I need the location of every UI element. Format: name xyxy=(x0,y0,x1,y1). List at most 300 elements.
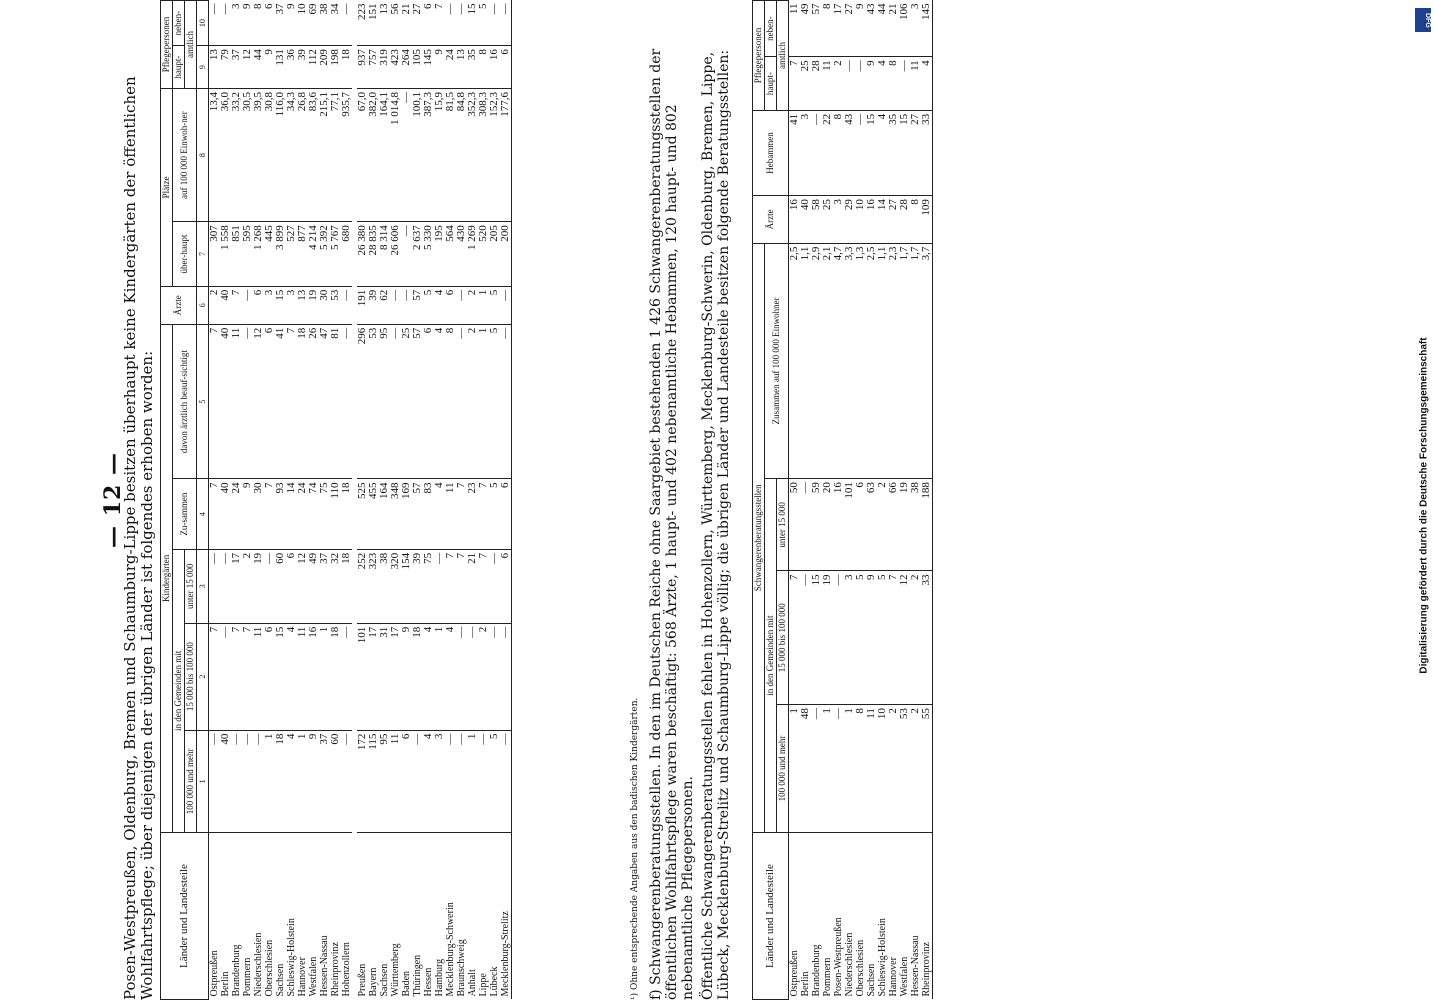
cell-value: 11 xyxy=(253,623,264,730)
header2-laender: Länder und Landesteile xyxy=(753,833,789,1000)
idx-7: 7 xyxy=(197,222,209,286)
cell-value: 2 xyxy=(242,549,253,623)
table2-rows xyxy=(789,1,933,1000)
row-label: Thüringen xyxy=(412,954,423,997)
cell-value: 8 xyxy=(445,324,456,479)
cell-value: 93 xyxy=(275,479,286,549)
cell-value: — xyxy=(855,57,866,111)
cell-value: 14 xyxy=(877,196,888,243)
cell-value: 18 xyxy=(330,623,341,730)
cell-value: 5 xyxy=(855,571,866,705)
cell-value: 7 xyxy=(231,623,242,730)
cell-value: — xyxy=(341,324,352,479)
cell-value: — xyxy=(253,730,264,832)
cell-value: 2 xyxy=(910,705,921,833)
cell-value: 6 xyxy=(445,286,456,324)
cell-value: — xyxy=(500,1,512,46)
header-15000-bis-100000: 15 000 bis 100 000 xyxy=(185,623,197,730)
cell-value: 154 xyxy=(401,549,412,623)
cell-value: — xyxy=(456,730,467,832)
cell-value: 15 xyxy=(866,110,877,195)
cell-value: 95 xyxy=(379,730,390,832)
cell-value: 18 xyxy=(297,324,308,479)
header2-group: Schwangerenberatungsstellen xyxy=(753,243,765,832)
cell-value: 6 xyxy=(423,1,434,46)
cell-value: 5 xyxy=(489,286,500,324)
cell-value: 3 xyxy=(231,1,242,46)
row-label: Schleswig-Holstein xyxy=(877,918,888,997)
cell-value: 6 xyxy=(253,286,264,324)
cell-value: 12 xyxy=(899,571,910,705)
table-row xyxy=(357,1,368,1000)
cell-value: 2 xyxy=(467,286,478,324)
row-label: Hannover xyxy=(297,957,308,997)
cell-value: 3 xyxy=(800,110,811,195)
cell-value: 41 xyxy=(789,110,801,195)
cell-value: 30 xyxy=(253,479,264,549)
table-row xyxy=(921,1,933,1000)
cell-value: 4 xyxy=(921,57,933,111)
cell-value: 75 xyxy=(319,479,330,549)
table-row xyxy=(308,1,319,1000)
table-row xyxy=(822,1,833,1000)
cell-value: 2 637 xyxy=(412,222,423,286)
table-row xyxy=(489,1,500,1000)
table-row xyxy=(811,1,822,1000)
table-row xyxy=(231,1,242,1000)
cell-value: 445 xyxy=(264,222,275,286)
cell-value: 40 xyxy=(220,324,231,479)
cell-value xyxy=(933,705,934,833)
idx-1: 1 xyxy=(197,730,209,832)
cell-value xyxy=(933,243,934,479)
cell-value: — xyxy=(209,730,221,832)
cell-value: — xyxy=(467,623,478,730)
cell-value: 9 xyxy=(242,1,253,46)
cell-value: 63 xyxy=(866,479,877,571)
cell-value: 16 xyxy=(833,479,844,571)
cell-value: 9 xyxy=(855,1,866,57)
table-row xyxy=(899,1,910,1000)
cell-value: 60 xyxy=(330,730,341,832)
cell-value: 851 xyxy=(231,222,242,286)
cell-value xyxy=(933,479,934,571)
cell-value: 81,5 xyxy=(445,89,456,222)
table-row xyxy=(866,1,877,1000)
cell-value: 67,0 xyxy=(357,89,368,222)
cell-value: 37 xyxy=(319,549,330,623)
table-row xyxy=(209,1,221,1000)
cell-value: 382,0 xyxy=(368,89,379,222)
cell-value: 7 xyxy=(789,57,801,111)
cell-value: 430 xyxy=(456,222,467,286)
cell-value: 13 xyxy=(297,286,308,324)
row-label: Hamburg xyxy=(434,958,445,997)
cell-value: 152,3 xyxy=(489,89,500,222)
cell-value: — xyxy=(489,1,500,46)
cell-value: 1,1 xyxy=(877,243,888,479)
idx-9: 9 xyxy=(197,46,209,89)
header2-15000-100000: 15 000 bis 100 000 xyxy=(777,571,789,705)
cell-value: 172 xyxy=(357,730,368,832)
row-label: Sachsen xyxy=(866,963,877,997)
row-label: Mecklenburg-Strelitz xyxy=(500,911,511,997)
cell-value: 83,6 xyxy=(308,89,319,222)
cell-value: 53 xyxy=(899,705,910,833)
cell-value xyxy=(512,549,513,623)
row-label: Posen-Westpreußen xyxy=(833,917,844,997)
table-row xyxy=(253,1,264,1000)
row-label: Oberschlesien xyxy=(264,939,275,997)
cell-value: 39 xyxy=(368,286,379,324)
cell-value: 60 xyxy=(275,549,286,623)
cell-value: 525 xyxy=(357,479,368,549)
cell-value: 40 xyxy=(220,479,231,549)
cell-value: 7 xyxy=(264,479,275,549)
cell-value: 44 xyxy=(877,1,888,57)
header2-in-gemeinden: in den Gemeinden mit xyxy=(765,479,777,833)
cell-value: 53 xyxy=(330,286,341,324)
cell-value xyxy=(933,57,934,111)
cell-value: 6 xyxy=(286,549,297,623)
beratungsstellen-table xyxy=(752,0,933,1000)
cell-value: 11 xyxy=(445,479,456,549)
table-row xyxy=(242,1,253,1000)
row-label: Baden xyxy=(401,970,412,997)
cell-value: 17 xyxy=(368,623,379,730)
cell-value: 4 214 xyxy=(308,222,319,286)
cell-value: 7 xyxy=(286,324,297,479)
side-credit-text: Digitalisierung gefördert durch die Deutsche Forschungsgemeinschaft xyxy=(1418,337,1430,674)
cell-value: 8 xyxy=(253,1,264,46)
table-row xyxy=(844,1,855,1000)
cell-value: 39 xyxy=(297,46,308,89)
header-auf-100000: auf 100 000 Einwoh-ner xyxy=(173,89,197,222)
cell-value: 30,5 xyxy=(242,89,253,222)
cell-value: — xyxy=(844,57,855,111)
cell-value: 24 xyxy=(445,46,456,89)
cell-value: 4 xyxy=(286,623,297,730)
cell-value xyxy=(933,1,934,57)
row-label: Brandenburg xyxy=(811,944,822,997)
cell-value: 33 xyxy=(921,110,933,195)
table-row xyxy=(833,1,844,1000)
table-row xyxy=(368,1,379,1000)
cell-value: 937 xyxy=(357,46,368,89)
cell-value: — xyxy=(456,1,467,46)
cell-value: 2 xyxy=(910,571,921,705)
cell-value: 69 xyxy=(308,1,319,46)
cell-value: 527 xyxy=(286,222,297,286)
cell-value: 387,3 xyxy=(423,89,434,222)
cell-value: 16 xyxy=(866,196,877,243)
cell-value: 1,7 xyxy=(899,243,910,479)
cell-value: 2 xyxy=(833,57,844,111)
cell-value: 9 xyxy=(866,57,877,111)
cell-value: 8 xyxy=(855,705,866,833)
cell-value: — xyxy=(264,549,275,623)
cell-value: 4 xyxy=(434,286,445,324)
cell-value: — xyxy=(231,730,242,832)
side-credit xyxy=(1414,120,1432,880)
table-row xyxy=(390,1,401,1000)
cell-value: 6 xyxy=(500,479,512,549)
header-haupt: haupt- xyxy=(173,46,185,89)
cell-value: — xyxy=(401,89,412,222)
cell-value: 8 xyxy=(910,196,921,243)
cell-value: — xyxy=(833,705,844,833)
cell-value: 2,3 xyxy=(888,243,899,479)
kindergarten-table xyxy=(160,0,512,1000)
cell-value: 423 xyxy=(390,46,401,89)
cell-value: 6 xyxy=(500,549,512,623)
header-amtlich: amtlich xyxy=(185,1,197,89)
cell-value: — xyxy=(456,324,467,479)
cell-value: 5 xyxy=(489,479,500,549)
cell-value: — xyxy=(434,549,445,623)
row-label: Rheinprovinz xyxy=(330,942,341,997)
cell-value: 34 xyxy=(330,1,341,46)
cell-value: 26,8 xyxy=(297,89,308,222)
cell-value xyxy=(512,222,513,286)
cell-value: 3 xyxy=(910,1,921,57)
cell-value: 7 xyxy=(456,549,467,623)
header-100000-und-mehr: 100 000 und mehr xyxy=(185,730,197,832)
cell-value: 57 xyxy=(412,479,423,549)
cell-value: — xyxy=(220,623,231,730)
cell-value: — xyxy=(478,730,489,832)
cell-value: 15 xyxy=(467,1,478,46)
header2-100000: 100 000 und mehr xyxy=(777,705,789,833)
cell-value: 191 xyxy=(357,286,368,324)
cell-value: 2,5 xyxy=(866,243,877,479)
cell-value: 16 xyxy=(308,623,319,730)
cell-value xyxy=(512,730,513,832)
cell-value: 7 xyxy=(209,324,221,479)
cell-value: 6 xyxy=(264,1,275,46)
cell-value: — xyxy=(456,286,467,324)
cell-value: — xyxy=(811,705,822,833)
cell-value: — xyxy=(390,286,401,324)
cell-value: 115 xyxy=(368,730,379,832)
cell-value: 9 xyxy=(308,730,319,832)
row-label: Oberschlesien xyxy=(855,939,866,997)
cell-value: — xyxy=(500,324,512,479)
cell-value: 680 xyxy=(341,222,352,286)
row-label: Lippe xyxy=(478,973,489,997)
header2-zusammen: Zusammen auf 100 000 Einwohner xyxy=(765,243,789,479)
cell-value: 11 xyxy=(822,57,833,111)
table-row xyxy=(220,1,231,1000)
cell-value: 935,7 xyxy=(341,89,352,222)
cell-value: 3 899 xyxy=(275,222,286,286)
cell-value: 9 xyxy=(264,46,275,89)
row-label: Ostpreußen xyxy=(209,950,220,997)
cell-value xyxy=(512,286,513,324)
intro-paragraph: Posen-Westpreußen, Oldenburg, Bremen und Schaumburg-Lippe besitzen überhaupt keine Kindergärten der öffentlichen Wohlfahrtspflege; über diejenigen der übrigen Länder ist folgendes erhoben worden: xyxy=(121,76,156,1000)
cell-value: 319 xyxy=(379,46,390,89)
table-row xyxy=(286,1,297,1000)
cell-value: 26 xyxy=(308,324,319,479)
header-kindergaerten: Kindergärten xyxy=(161,324,173,832)
cell-value: 188 xyxy=(921,479,933,571)
table-row xyxy=(789,1,801,1000)
cell-value: 252 xyxy=(357,549,368,623)
row-label: Hessen-Nassau xyxy=(319,935,330,997)
header2-amtlich: amtlich xyxy=(777,1,789,111)
cell-value: 2 xyxy=(877,479,888,571)
header2-hebammen: Hebammen xyxy=(753,110,789,195)
cell-value: 323 xyxy=(368,549,379,623)
table-row xyxy=(445,1,456,1000)
cell-value: 169 xyxy=(401,479,412,549)
row-label: Berlin xyxy=(800,971,811,997)
cell-value: 40 xyxy=(800,196,811,243)
idx-2: 2 xyxy=(197,623,209,730)
table2-total xyxy=(933,1,934,1000)
cell-value: 11 xyxy=(789,1,801,57)
table-row xyxy=(478,1,489,1000)
row-label: Hessen xyxy=(423,967,434,997)
cell-value: 9 xyxy=(242,479,253,549)
row-label: Westfalen xyxy=(899,956,910,997)
cell-value: 39,5 xyxy=(253,89,264,222)
cell-value: 28 xyxy=(899,196,910,243)
cell-value: 58 xyxy=(811,196,822,243)
table-row xyxy=(500,1,512,1000)
cell-value: 116,0 xyxy=(275,89,286,222)
cell-value: 48 xyxy=(800,705,811,833)
cell-value xyxy=(512,623,513,730)
cell-value: 2 xyxy=(478,623,489,730)
row-label: Niederschlesien xyxy=(253,932,264,997)
cell-value: 110 xyxy=(330,479,341,549)
cell-value: 520 xyxy=(478,222,489,286)
cell-value: 11 xyxy=(390,730,401,832)
cell-value: 164 xyxy=(379,479,390,549)
cell-value: 9 xyxy=(866,571,877,705)
cell-value: 1 xyxy=(319,623,330,730)
cell-value: 28 xyxy=(811,57,822,111)
table-row xyxy=(412,1,423,1000)
cell-value: — xyxy=(800,479,811,571)
cell-value: 37 xyxy=(231,46,242,89)
cell-value: 1,7 xyxy=(910,243,921,479)
cell-value: 50 xyxy=(789,479,801,571)
cell-value: 49 xyxy=(800,1,811,57)
cell-value: 28 835 xyxy=(368,222,379,286)
cell-value: 19 xyxy=(308,286,319,324)
row-label: Niederschlesien xyxy=(844,932,855,997)
cell-value: 3,3 xyxy=(844,243,855,479)
cell-value: 5 xyxy=(478,1,489,46)
header-unter-15000: unter 15 000 xyxy=(185,549,197,623)
header-in-gemeinden: in den Gemeinden mit xyxy=(173,549,185,832)
cell-value: 15 xyxy=(899,110,910,195)
header-aerzte: Ärzte xyxy=(161,286,197,324)
cell-value: 95 xyxy=(379,324,390,479)
cell-value: 19 xyxy=(899,479,910,571)
cell-value: 23 xyxy=(467,479,478,549)
cell-value: 2 xyxy=(209,286,221,324)
cell-value: — xyxy=(242,730,253,832)
cell-value: — xyxy=(833,571,844,705)
cell-value: 1 xyxy=(297,730,308,832)
cell-value: 6 xyxy=(423,324,434,479)
row-label: Sachsen xyxy=(275,963,286,997)
header-neben: neben- xyxy=(173,1,185,46)
cell-value: 40 xyxy=(220,730,231,832)
cell-value: 24 xyxy=(297,479,308,549)
cell-value: 57 xyxy=(811,1,822,57)
cell-value: 4 xyxy=(423,623,434,730)
cell-value: 352,3 xyxy=(467,89,478,222)
cell-value: 8 314 xyxy=(379,222,390,286)
cell-value: 7 xyxy=(445,549,456,623)
cell-value: 6 xyxy=(500,46,512,89)
table-row xyxy=(319,1,330,1000)
cell-value: 4,7 xyxy=(833,243,844,479)
header-ueberhaupt: über-haupt xyxy=(173,222,197,286)
cell-value: 29 xyxy=(844,196,855,243)
header2-unter-15000: unter 15 000 xyxy=(777,479,789,571)
cell-value: — xyxy=(242,286,253,324)
cell-value: 7 xyxy=(209,479,221,549)
cell-value: 6 xyxy=(264,623,275,730)
table-row xyxy=(423,1,434,1000)
cell-value: 27 xyxy=(888,196,899,243)
cell-value: 25 xyxy=(800,57,811,111)
cell-value: 4 xyxy=(877,57,888,111)
cell-value: 22 xyxy=(822,110,833,195)
table-row xyxy=(800,1,811,1000)
cell-value: 13 xyxy=(379,1,390,46)
cell-value: — xyxy=(341,730,352,832)
cell-value: 11 xyxy=(910,57,921,111)
cell-value: 564 xyxy=(445,222,456,286)
cell-value: 5 xyxy=(423,286,434,324)
cell-value: 75 xyxy=(423,549,434,623)
cell-value: 21 xyxy=(401,1,412,46)
table-row xyxy=(330,1,341,1000)
cell-value: 21 xyxy=(467,549,478,623)
cell-value: 3 xyxy=(286,286,297,324)
cell-value: 19 xyxy=(822,571,833,705)
cell-value: 1 xyxy=(264,730,275,832)
table-row xyxy=(379,1,390,1000)
cell-value: 5 xyxy=(877,571,888,705)
cell-value: 66 xyxy=(888,479,899,571)
cell-value: 84,8 xyxy=(456,89,467,222)
cell-value: — xyxy=(242,324,253,479)
cell-value: 12 xyxy=(297,549,308,623)
cell-value: 83 xyxy=(423,479,434,549)
cell-value: 106 xyxy=(899,1,910,57)
cell-value xyxy=(512,479,513,549)
cell-value: 4 xyxy=(445,623,456,730)
cell-value: 1 xyxy=(844,705,855,833)
cell-value: 7 xyxy=(209,623,221,730)
cell-value: 308,3 xyxy=(478,89,489,222)
cell-value: 8 xyxy=(822,1,833,57)
cell-value: 33 xyxy=(921,571,933,705)
cell-value: 3 xyxy=(833,196,844,243)
cell-value: 10 xyxy=(297,1,308,46)
idx-4: 4 xyxy=(197,479,209,549)
cell-value: 2,5 xyxy=(789,243,801,479)
table-row xyxy=(512,1,513,1000)
cell-value: 74 xyxy=(308,479,319,549)
